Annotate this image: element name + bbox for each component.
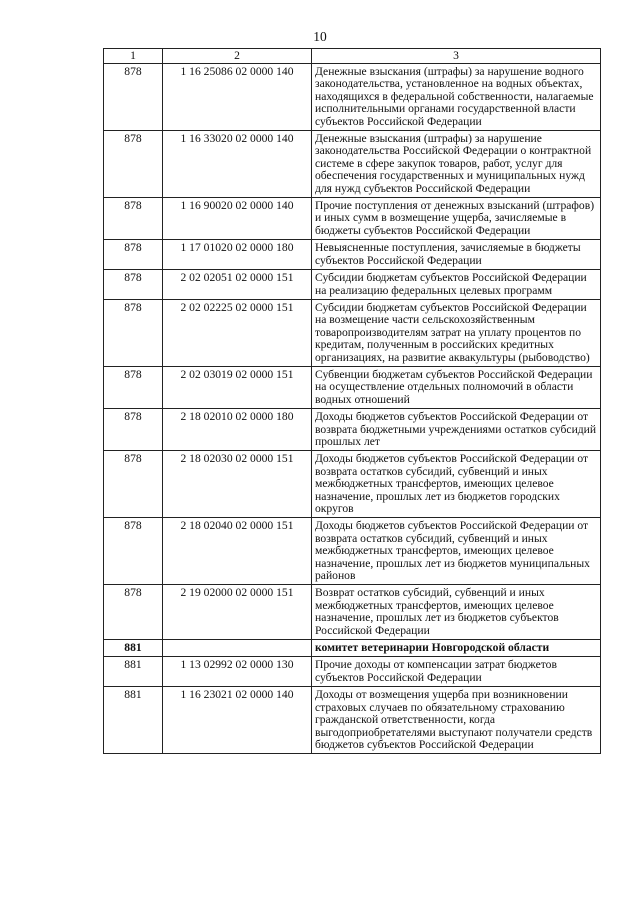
revenue-code-cell: 2 19 02000 02 0000 151 — [163, 585, 312, 640]
table-row — [104, 657, 601, 687]
table-row — [104, 270, 601, 300]
administrator-code-cell: 878 — [104, 366, 163, 408]
administrator-code-cell: 878 — [104, 518, 163, 585]
revenue-name-cell: Невыясненные поступления, зачисляемые в бюджеты субъектов Российской Федерации — [312, 240, 601, 270]
revenue-name-cell: Доходы бюджетов субъектов Российской Федерации от возврата бюджетными учреждениями остатков субсидий прошлых лет — [312, 409, 601, 451]
revenue-name-cell: Возврат остатков субсидий, субвенций и иных межбюджетных трансфертов, имеющих целевое назначение, прошлых лет из бюджетов субъектов Российской Федерации — [312, 585, 601, 640]
administrator-code-cell: 878 — [104, 585, 163, 640]
revenue-name-cell: Доходы бюджетов субъектов Российской Федерации от возврата остатков субсидий, субвенций и иных межбюджетных трансфертов, имеющих целевое назначение, прошлых лет из бюджетов муниципальных районов — [312, 518, 601, 585]
revenue-code-cell — [163, 640, 312, 657]
administrator-code-cell: 878 — [104, 131, 163, 198]
table-row — [104, 299, 601, 366]
revenue-codes-table — [103, 48, 601, 754]
revenue-name-cell: Прочие доходы от компенсации затрат бюджетов субъектов Российской Федерации — [312, 657, 601, 687]
table-row — [104, 518, 601, 585]
page-number: 10 — [313, 29, 327, 44]
revenue-name-cell: Денежные взыскания (штрафы) за нарушение законодательства Российской Федерации о контрактной системе в сфере закупок товаров, работ, услуг для обеспечения государственных и муниципальных нужд для нужд субъектов Российской Федерации — [312, 131, 601, 198]
revenue-code-cell: 2 02 02051 02 0000 151 — [163, 270, 312, 300]
revenue-code-cell: 2 18 02040 02 0000 151 — [163, 518, 312, 585]
revenue-name-cell: Субсидии бюджетам субъектов Российской Федерации на возмещение части сельскохозяйственным товаропроизводителям затрат на уплату процентов по кредитам, полученным в российских кредитных организациях, на развитие аквакультуры (рыбоводство) — [312, 299, 601, 366]
administrator-code-cell: 881 — [104, 657, 163, 687]
administrator-code-cell: 878 — [104, 409, 163, 451]
revenue-name-cell: комитет ветеринарии Новгородской области — [312, 640, 601, 657]
revenue-code-cell: 1 16 25086 02 0000 140 — [163, 64, 312, 131]
administrator-code-cell: 878 — [104, 270, 163, 300]
revenue-name-cell: Прочие поступления от денежных взысканий (штрафов) и иных сумм в возмещение ущерба, зачисляемые в бюджеты субъектов Российской Федерации — [312, 198, 601, 240]
revenue-name-cell: Субвенции бюджетам субъектов Российской Федерации на осуществление отдельных полномочий в области водных отношений — [312, 366, 601, 408]
table-section-heading-row — [104, 640, 601, 657]
revenue-code-cell: 2 02 03019 02 0000 151 — [163, 366, 312, 408]
table-row — [104, 240, 601, 270]
column-number-row — [104, 49, 601, 64]
table-row — [104, 451, 601, 518]
revenue-code-cell: 1 16 33020 02 0000 140 — [163, 131, 312, 198]
administrator-code-cell: 878 — [104, 240, 163, 270]
revenue-name-cell: Субсидии бюджетам субъектов Российской Федерации на реализацию федеральных целевых программ — [312, 270, 601, 300]
revenue-name-cell: Доходы от возмещения ущерба при возникновении страховых случаев по обязательному страхованию гражданской ответственности, когда выгодоприобретателями выступают получатели средств бюджетов субъектов Российской Федерации — [312, 687, 601, 754]
revenue-code-cell: 2 18 02010 02 0000 180 — [163, 409, 312, 451]
revenue-name-cell: Денежные взыскания (штрафы) за нарушение водного законодательства, установленное на водных объектах, находящихся в федеральной собственности, налагаемые исполнительными органами государственной власти субъектов Российской Федерации — [312, 64, 601, 131]
revenue-code-cell: 1 16 23021 02 0000 140 — [163, 687, 312, 754]
revenue-code-cell: 1 13 02992 02 0000 130 — [163, 657, 312, 687]
revenue-code-cell: 1 16 90020 02 0000 140 — [163, 198, 312, 240]
administrator-code-cell: 878 — [104, 299, 163, 366]
administrator-code-cell: 878 — [104, 198, 163, 240]
administrator-code-cell: 878 — [104, 451, 163, 518]
revenue-name-cell: Доходы бюджетов субъектов Российской Федерации от возврата остатков субсидий, субвенций и иных межбюджетных трансфертов, имеющих целевое назначение, прошлых лет из бюджетов городских округов — [312, 451, 601, 518]
table-row — [104, 198, 601, 240]
administrator-code-cell: 881 — [104, 640, 163, 657]
revenue-code-cell: 1 17 01020 02 0000 180 — [163, 240, 312, 270]
table-row — [104, 585, 601, 640]
column-number-2: 2 — [163, 49, 312, 64]
administrator-code-cell: 878 — [104, 64, 163, 131]
table-row — [104, 131, 601, 198]
table-row — [104, 409, 601, 451]
table-row — [104, 687, 601, 754]
administrator-code-cell: 881 — [104, 687, 163, 754]
table-row — [104, 366, 601, 408]
table-row — [104, 64, 601, 131]
revenue-code-cell: 2 02 02225 02 0000 151 — [163, 299, 312, 366]
column-number-1: 1 — [104, 49, 163, 64]
table-body — [104, 64, 601, 754]
revenue-code-cell: 2 18 02030 02 0000 151 — [163, 451, 312, 518]
column-number-3: 3 — [312, 49, 601, 64]
